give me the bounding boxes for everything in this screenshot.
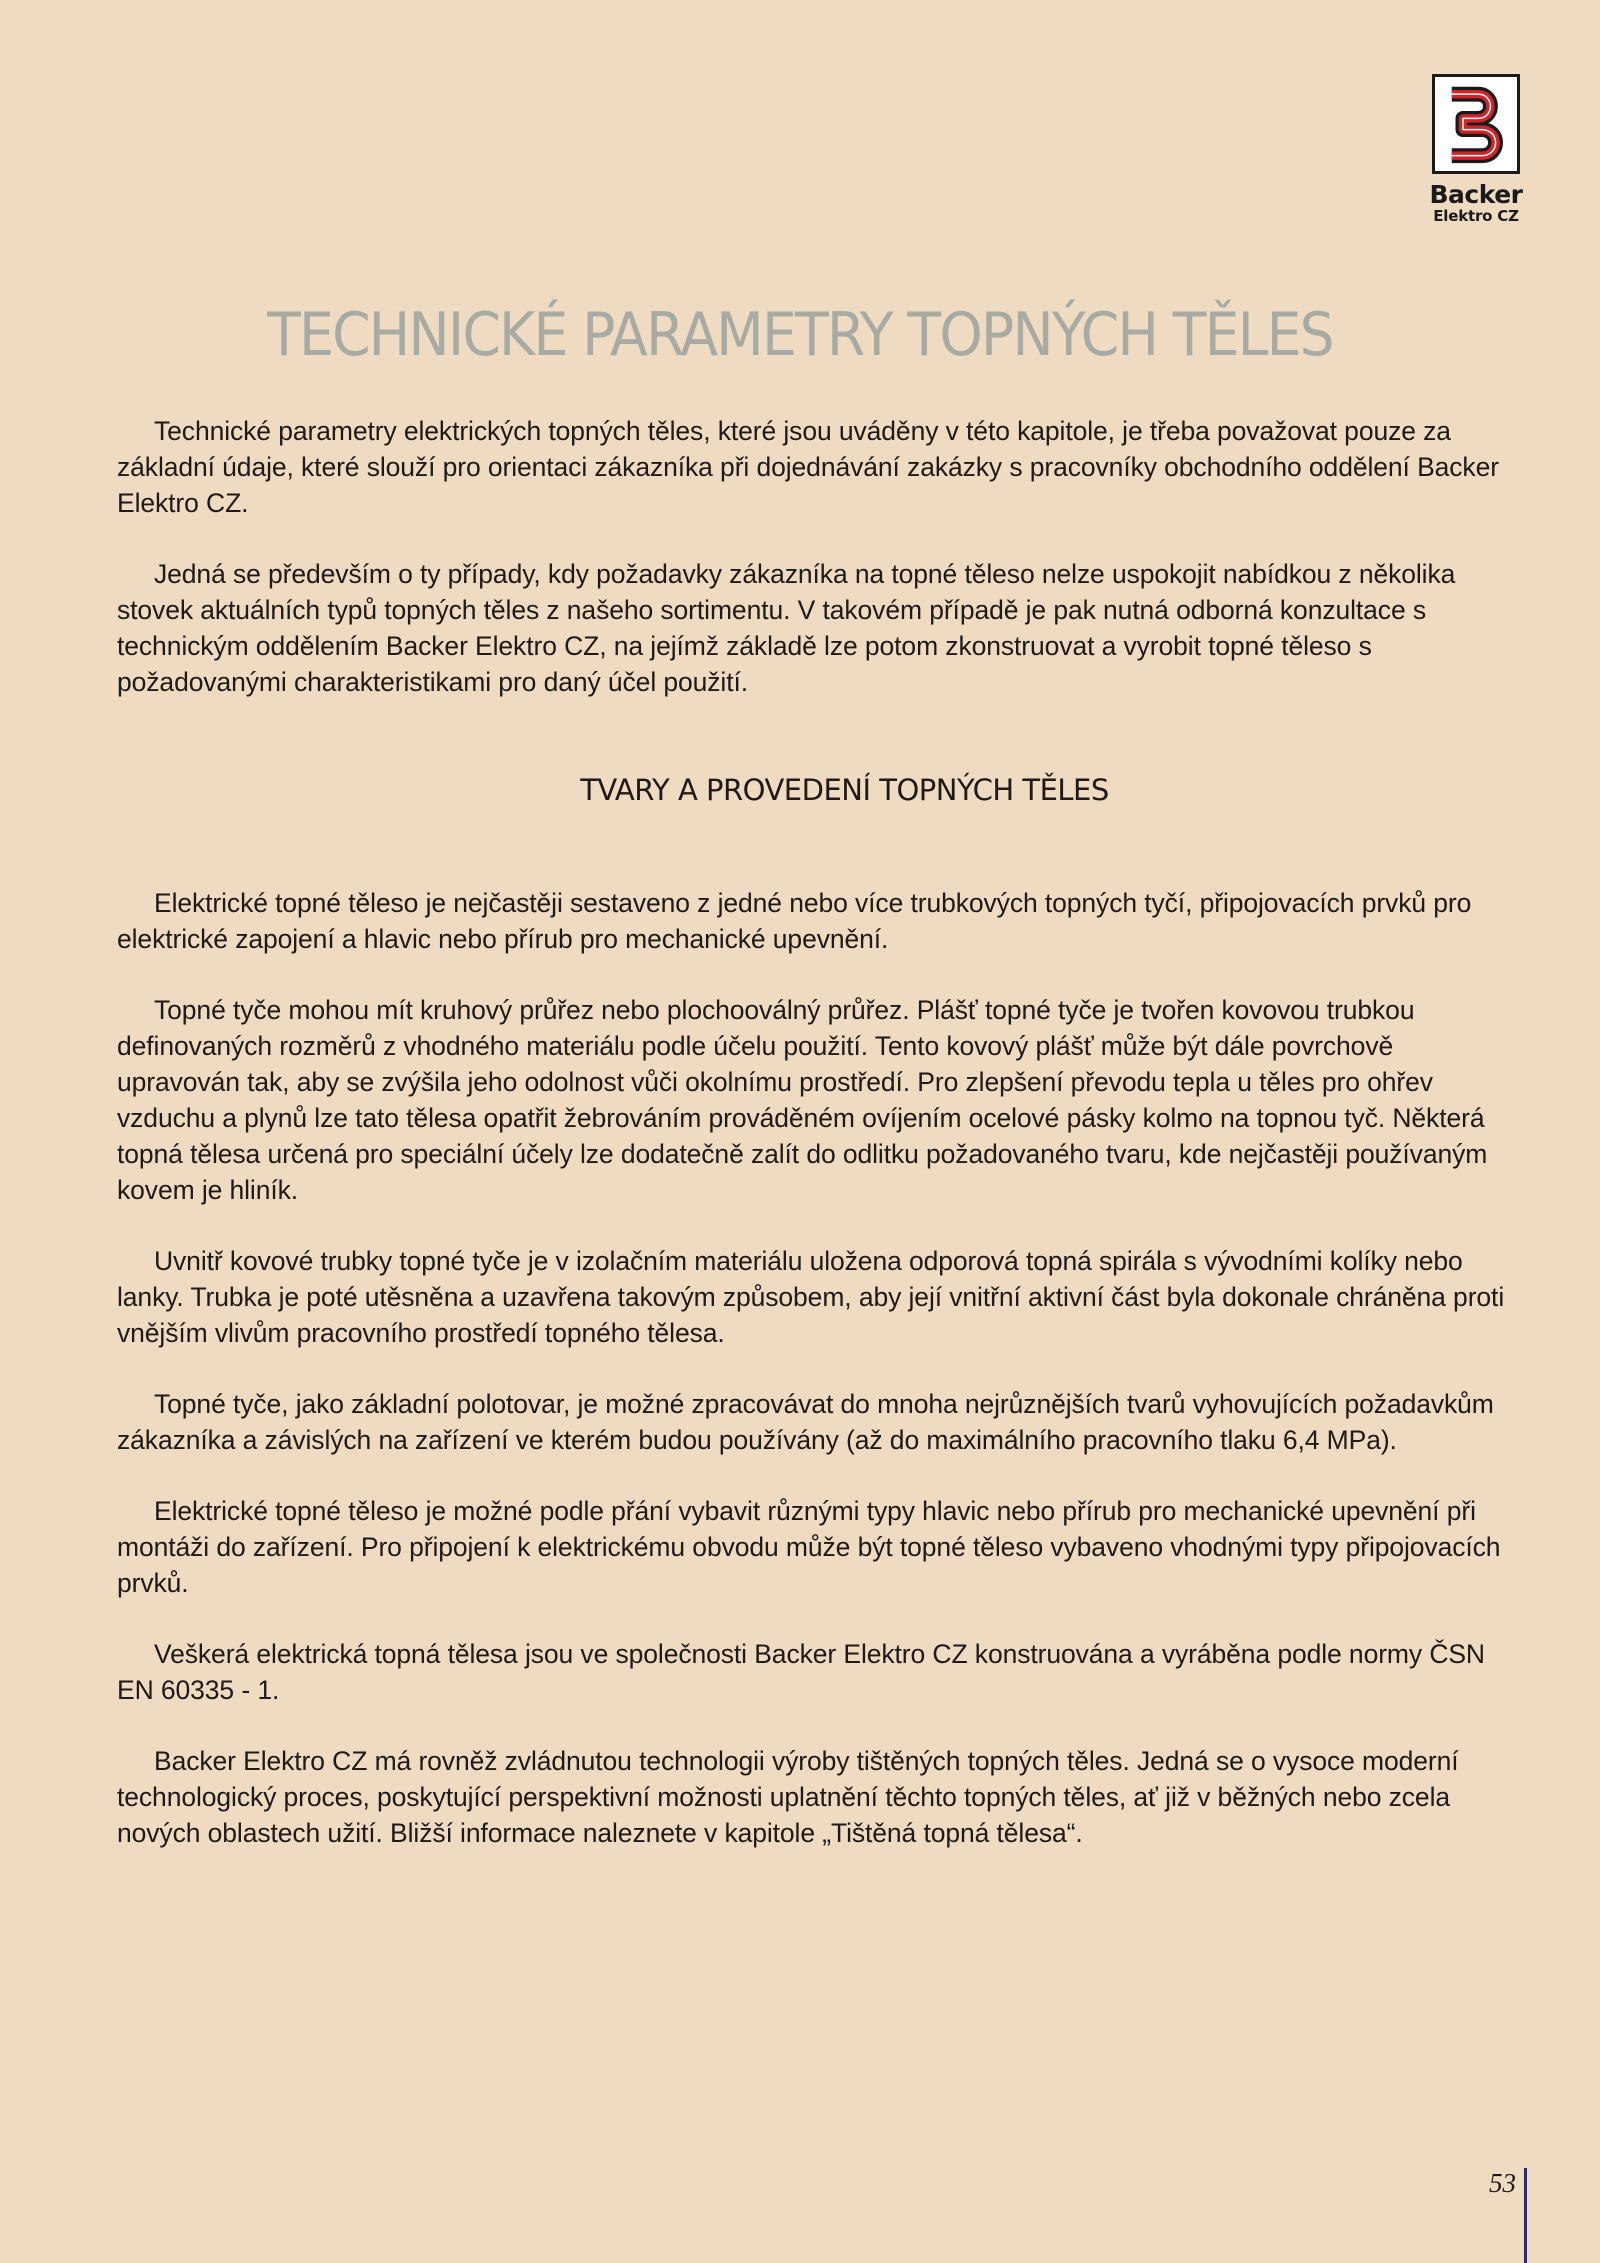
section-paragraph: Backer Elektro CZ má rovněž zvládnutou technologii výroby tištěných topných těles. Jedná se o vysoce moderní technologický proces, poskytující perspektivní možnosti uplatnění těchto topných těles, ať již v běžných nebo zcela nových oblastech užití. Bližší informace naleznete v kapitole „Tištěná topná tělesa“. bbox=[117, 1746, 1459, 1848]
section-paragraph: Topné tyče mohou mít kruhový průřez nebo plochooválný průřez. Plášť topné tyče je tvořen kovovou trubkou definovaných rozměrů z vhodného materiálu podle účelu použití. Tento kovový plášť může být dále povrchově upravován tak, aby se zvýšila jeho odolnost vůči okolnímu prostředí. Pro zlepšení převodu tepla u těles pro ohřev vzduchu a plynů lze tato tělesa opatřit žebrováním prováděném ovíjením ocelové pásky kolmo na topnou tyč. Některá topná tělesa určená pro speciální účely lze dodatečně zalít do odlitku požadovaného tvaru, kde nejčastěji používaným kovem je hliník. bbox=[117, 995, 1488, 1205]
page-number: 53 bbox=[1489, 2168, 1516, 2198]
section-paragraph: Veškerá elektrická topná tělesa jsou ve společnosti Backer Elektro CZ konstruována a vyráběna podle normy ČSN EN 60335 - 1. bbox=[117, 1639, 1485, 1705]
section-paragraph: Topné tyče, jako základní polotovar, je možné zpracovávat do mnoha nejrůznějších tvarů vyhovujících požadavkům zákazníka a závislých na zařízení ve kterém budou používány (až do maximálního pracovního tlaku 6,4 MPa). bbox=[117, 1389, 1494, 1455]
section-paragraph: Uvnitř kovové trubky topné tyče je v izolačním materiálu uložena odporová topná spirála s vývodními kolíky nebo lanky. Trubka je poté utěsněna a uzavřena takovým způsobem, aby její vnitřní aktivní část byla dokonale chráněna proti vnějším vlivům pracovního prostředí topného tělesa. bbox=[117, 1246, 1505, 1348]
page-number-rule bbox=[1524, 2168, 1527, 2263]
intro-paragraph: Jedná se především o ty případy, kdy požadavky zákazníka na topné těleso nelze uspokojit nabídkou z několika stovek aktuálních typů topných těles z našeho sortimentu. V takovém případě je pak nutná odborná konzultace s technickým oddělením Backer Elektro CZ, na jejímž základě lze potom zkonstruovat a vyrobit topné těleso s požadovanými charakteristikami pro daný účel použití. bbox=[117, 559, 1456, 697]
logo-brand-subname: Elektro CZ bbox=[1433, 207, 1519, 225]
logo-brand-name: Backer bbox=[1429, 180, 1523, 209]
section-paragraph: Elektrické topné těleso je nejčastěji sestaveno z jedné nebo více trubkových topných tyčí, připojovacích prvků pro elektrické zapojení a hlavic nebo přírub pro mechanické upevnění. bbox=[117, 888, 1472, 954]
page-title: TECHNICKÉ PARAMETRY TOPNÝCH TĚLES bbox=[267, 300, 1333, 370]
backer-b-logo-graphic bbox=[1435, 77, 1517, 171]
document-body bbox=[117, 413, 1517, 1886]
section-title: TVARY A PROVEDENÍ TOPNÝCH TĚLES bbox=[580, 773, 1109, 807]
section-paragraph: Elektrické topné těleso je možné podle přání vybavit různými typy hlavic nebo přírub pro mechanické upevnění při montáži do zařízení. Pro připojení k elektrickému obvodu může být topné těleso vybaveno vhodnými typy připojovacích prvků. bbox=[117, 1496, 1501, 1598]
company-logo bbox=[1428, 74, 1524, 224]
intro-paragraph: Technické parametry elektrických topných těles, které jsou uváděny v této kapitole, je třeba považovat pouze za základní údaje, které slouží pro orientaci zákazníka při dojednávání zakázky s pracovníky obchodního oddělení Backer Elektro CZ. bbox=[117, 416, 1499, 518]
backer-b-logo-icon bbox=[1432, 74, 1520, 174]
